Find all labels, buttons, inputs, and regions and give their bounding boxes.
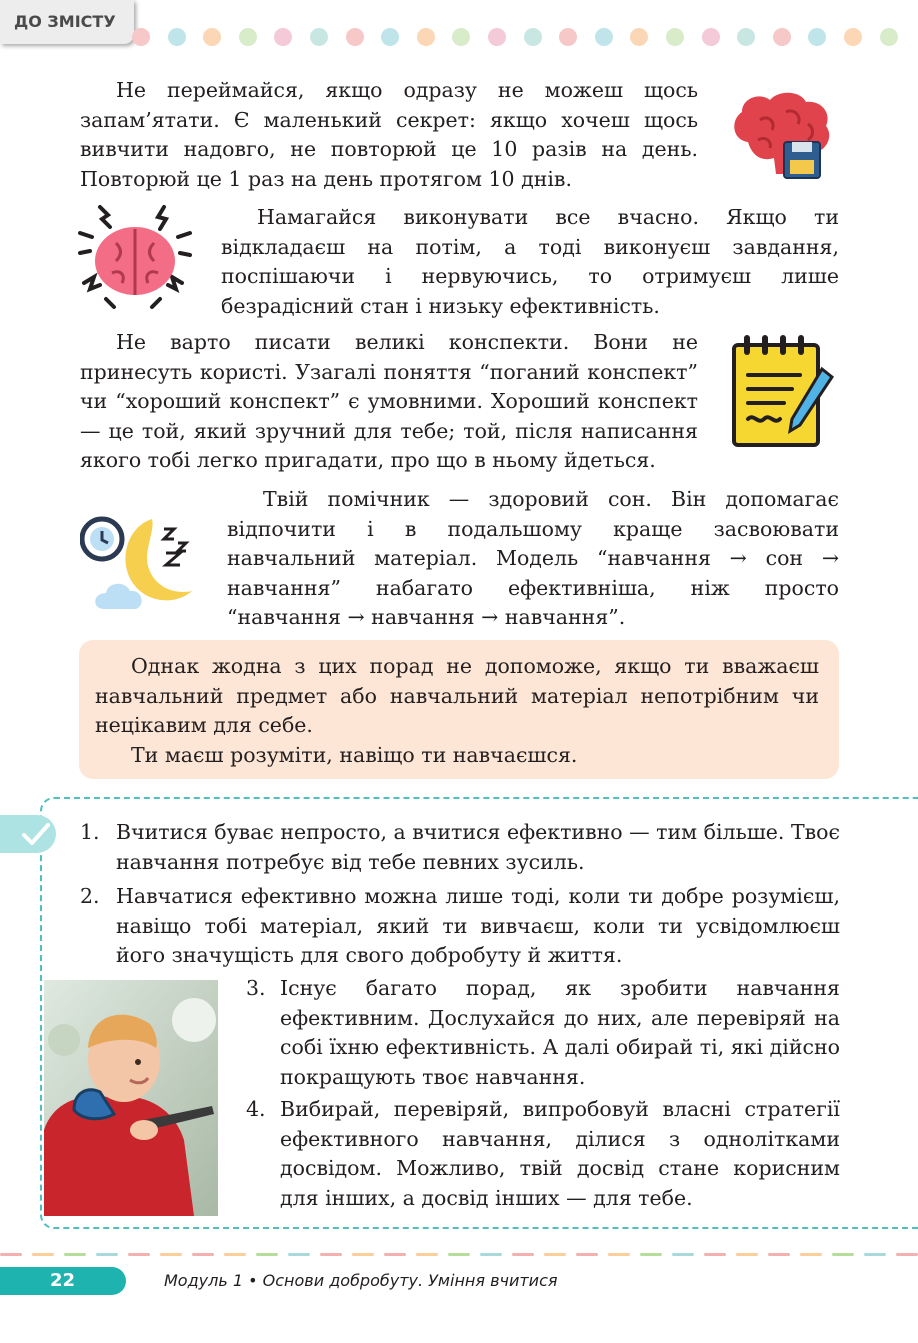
decorative-dots <box>130 28 918 48</box>
decorative-dash <box>96 1253 118 1256</box>
checkmark-icon <box>0 815 56 853</box>
decorative-dot <box>559 28 577 46</box>
decorative-dot <box>203 28 221 46</box>
decorative-dash <box>576 1253 598 1256</box>
moon-clock-sleep-icon <box>80 513 196 615</box>
decorative-dash <box>0 1253 22 1256</box>
note-conclusion: Ти маєш розуміти, навіщо ти навчаєшся. <box>131 742 578 767</box>
stressed-brain-icon <box>78 203 192 313</box>
toc-button[interactable]: ДО ЗМІСТУ <box>0 0 134 44</box>
decorative-dash <box>192 1253 214 1256</box>
list-item-number: 4. <box>246 1097 266 1121</box>
important-note-box <box>79 640 839 779</box>
list-item-number: 1. <box>80 820 100 844</box>
decorative-dot <box>381 28 399 46</box>
decorative-dot <box>274 28 292 46</box>
decorative-dot <box>808 28 826 46</box>
list-item-number: 3. <box>246 976 266 1000</box>
decorative-dash <box>32 1253 54 1256</box>
decorative-dot <box>773 28 791 46</box>
list-item-text: Вибирай, перевіряй, випробовуй власні стратегії ефективного навчання, ділися з однолітками досвідом. Можливо, твій досвід стане корисним для інших, а досвід інших — для тебе. <box>280 1097 840 1210</box>
notepad-with-pen-icon <box>730 333 836 449</box>
tip-memorize-text: Не переймайся, якщо одразу не можеш щось запам’ятати. Є маленький секрет: якщо хочеш щось вивчити надовго, не повторюй це 10 разів на день. Повторюй це 1 раз на день протягом 10 днів. <box>80 78 698 191</box>
tip-time-text: Намагайся виконувати все вчасно. Якщо ти відкладаєш на потім, а тоді виконуєш завдання, поспішаючи і нервуючись, то отримуєш лише безрадісний стан і низьку ефективність. <box>221 205 839 318</box>
decorative-dot <box>844 28 862 46</box>
decorative-dot <box>737 28 755 46</box>
decorative-dot <box>595 28 613 46</box>
decorative-dot <box>880 28 898 46</box>
list-item-text: Існує багато порад, як зробити навчання ефективним. Дослухайся до них, але перевіряй на собі їхню ефективність. А далі обирай ті, які дійсно покращують твоє навчання. <box>280 976 840 1089</box>
decorative-dot <box>132 28 150 46</box>
list-item <box>246 974 840 1094</box>
decorative-dash <box>64 1253 86 1256</box>
decorative-dash <box>896 1253 918 1256</box>
decorative-dash <box>704 1253 726 1256</box>
decorative-dot <box>524 28 542 46</box>
brain-with-floppy-disk-icon <box>728 90 836 182</box>
decorative-dash <box>480 1253 502 1256</box>
decorative-dash <box>352 1253 374 1256</box>
decorative-dash <box>832 1253 854 1256</box>
page-number: 22 <box>0 1267 126 1295</box>
tip-notes-text: Не варто писати великі конспекти. Вони не принесуть користі. Узагалі поняття “поганий конспект” чи “хороший конспект” є умовними. Хороший конспект — це той, який зручний для тебе; той, після написання якого тобі легко пригадати, про що в ньому йдеться. <box>80 330 698 472</box>
decorative-dash <box>416 1253 438 1256</box>
decorative-dash <box>288 1253 310 1256</box>
decorative-dash <box>544 1253 566 1256</box>
decorative-dash <box>800 1253 822 1256</box>
decorative-dot <box>239 28 257 46</box>
list-item <box>80 818 840 878</box>
decorative-dot <box>168 28 186 46</box>
decorative-dot <box>702 28 720 46</box>
decorative-dash <box>256 1253 278 1256</box>
decorative-dash <box>864 1253 886 1256</box>
decorative-dash <box>384 1253 406 1256</box>
decorative-dash <box>608 1253 630 1256</box>
list-item-number: 2. <box>80 884 100 908</box>
running-title: Модуль 1 • Основи добробуту. Уміння вчитися <box>164 1271 558 1290</box>
decorative-dash <box>224 1253 246 1256</box>
list-item-text: Навчатися ефективно можна лише тоді, коли ти добре розумієш, навіщо тобі матеріал, який ти вивчаєш, коли ти усвідомлюєш його значущість для свого добробуту й життя. <box>116 884 840 967</box>
list-item <box>246 1095 840 1215</box>
decorative-dash <box>640 1253 662 1256</box>
tip-sleep-text: Твій помічник — здоровий сон. Він допомагає відпочити і в подальшому краще засвоювати навчальний матеріал. Модель “навчання → сон → навчання” набагато ефективніша, ніж просто “навчання → навчання → навчання”. <box>227 487 839 629</box>
decorative-dot <box>417 28 435 46</box>
decorative-dash <box>512 1253 534 1256</box>
decorative-dot <box>630 28 648 46</box>
decorative-dash <box>160 1253 182 1256</box>
summary-tab <box>0 815 56 853</box>
list-item-text: Вчитися буває непросто, а вчитися ефективно — тим більше. Твоє навчання потребує від тебе певних зусиль. <box>116 820 840 874</box>
note-text: Однак жодна з цих порад не допоможе, якщо ти вважаєш навчальний предмет або навчальний матеріал непотрібним чи нецікавим для себе. <box>95 654 819 737</box>
decorative-dashes <box>0 1252 918 1258</box>
decorative-dot <box>310 28 328 46</box>
decorative-dot <box>488 28 506 46</box>
decorative-dot <box>346 28 364 46</box>
decorative-dash <box>448 1253 470 1256</box>
decorative-dash <box>128 1253 150 1256</box>
decorative-dash <box>320 1253 342 1256</box>
decorative-dash <box>672 1253 694 1256</box>
decorative-dot <box>452 28 470 46</box>
boy-with-headphones-photo <box>44 980 218 1216</box>
decorative-dot <box>666 28 684 46</box>
list-item <box>80 882 840 972</box>
decorative-dash <box>736 1253 758 1256</box>
decorative-dash <box>768 1253 790 1256</box>
